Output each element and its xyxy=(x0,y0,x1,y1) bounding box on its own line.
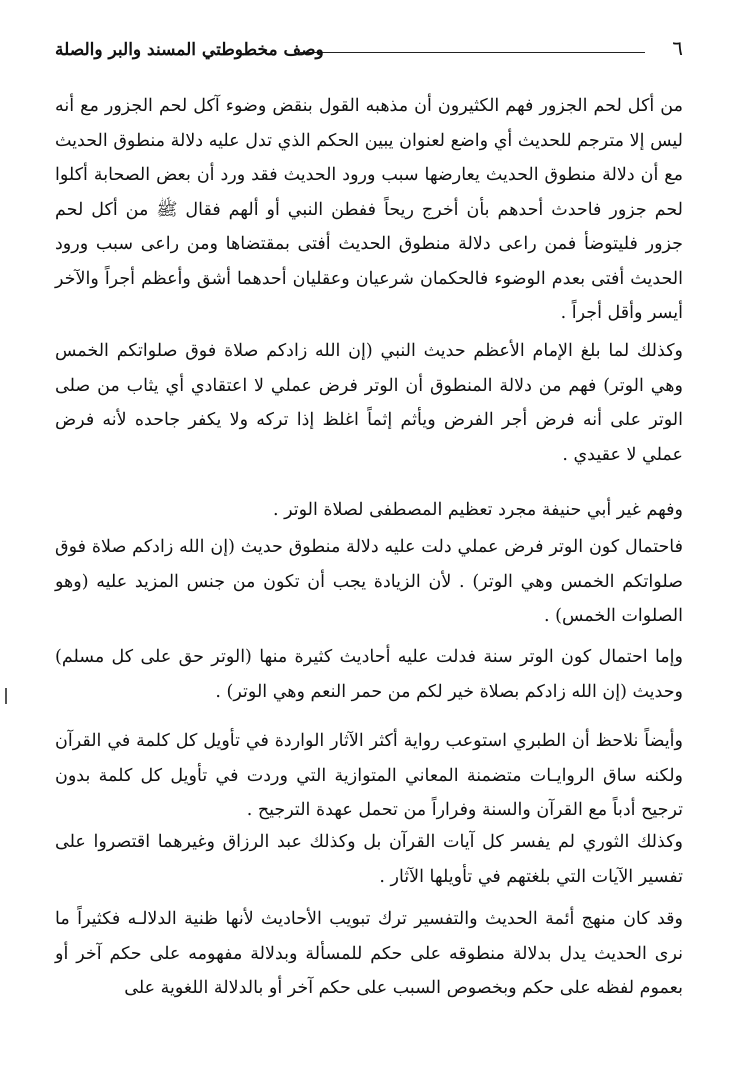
page-header xyxy=(55,28,683,72)
paragraph-6: وأيضاً نلاحظ أن الطبري استوعب رواية أكثر الآثار الواردة في تأويل كل كلمة في القرآن ولكنه ساق الروايـات متضمنة المعاني المتوازية التي وردت في تأويل كل كلمة بدون ترجيح أدباً مع القرآن والسنة وفراراً من تحمل عهدة الترجيح . xyxy=(55,731,683,820)
paragraph-2: وكذلك لما بلغ الإمام الأعظم حديث النبي (إن الله زادكم صلاة فوق صلواتكم الخمس وهي الوتر) فهم من دلالة المنطوق أن الوتر فرض عملي لا اعتقادي أي يثاب من صلى الوتر على أنه فرض أجر الفرض ويأثم إثماً اغلظ إذا تركه ولا يكفر جاحده لأنه فرض عملي لا عقيدي . xyxy=(55,341,683,465)
margin-mark xyxy=(5,688,7,704)
running-title: وصف مخطوطتي المسند والبر والصلة xyxy=(55,40,324,60)
paragraph-7: وكذلك الثوري لم يفسر كل آيات القرآن بل وكذلك عبد الرزاق وغيرهما اقتصروا على تفسير الآيات التي بلغتهم في تأويلها الآثار . xyxy=(55,832,683,887)
document-page xyxy=(55,0,683,1088)
page-number: ٦ xyxy=(672,36,683,60)
paragraph-3: وفهم غير أبي حنيفة مجرد تعظيم المصطفى لصلاة الوتر . xyxy=(272,500,683,520)
paragraph-1: من أكل لحم الجزور فهم الكثيرون أن مذهبه القول بنقض وضوء آكل لحم الجزور مع أنه ليس إلا مترجم للحديث أي واضع لعنوان يبين الحكم الذي تدل عليه دلالة منطوق الحديث مع أن دلالة منطوق الحديث يعارضها سبب ورود الحديث فقد ورد أن بعض الصحابة أكلوا لحم جزور فاحدث أحدهم بأن أخرج ريحاً ففطن النبي أو ألهم فقال ﷺ من أكل لحم جزور فليتوضأ فمن راعى دلالة منطوق الحديث أفتى بمقتضاها ومن راعى سبب ورود الحديث أفتى بعدم الوضوء فالحكمان شرعيان وعقليان أحدهما أشق وأعظم أجراً والآخر أيسر وأقل أجراً . xyxy=(55,96,683,323)
header-rule xyxy=(300,52,645,53)
paragraph-4: فاحتمال كون الوتر فرض عملي دلت عليه دلالة منطوق حديث (إن الله زادكم صلاة فوق صلواتكم الخمس وهي الوتر) . لأن الزيادة يجب أن تكون من جنس المزيد عليه (وهو الصلوات الخمس) . xyxy=(55,537,683,626)
paragraph-5: وإما احتمال كون الوتر سنة فدلت عليه أحاديث كثيرة منها (الوتر حق على كل مسلم) وحديث (إن الله زادكم بصلاة خير لكم من حمر النعم وهي الوتر) . xyxy=(55,647,683,702)
paragraph-8: وقد كان منهج أئمة الحديث والتفسير ترك تبويب الأحاديث لأنها ظنية الدلالـه فكثيراً ما نرى الحديث يدل بدلالة منطوقه على حكم للمسألة وبدلالة مفهومه على حكم آخر أو بعموم لفظه على حكم وبخصوص السبب على حكم آخر أو بالدلالة اللغوية على xyxy=(55,909,683,998)
